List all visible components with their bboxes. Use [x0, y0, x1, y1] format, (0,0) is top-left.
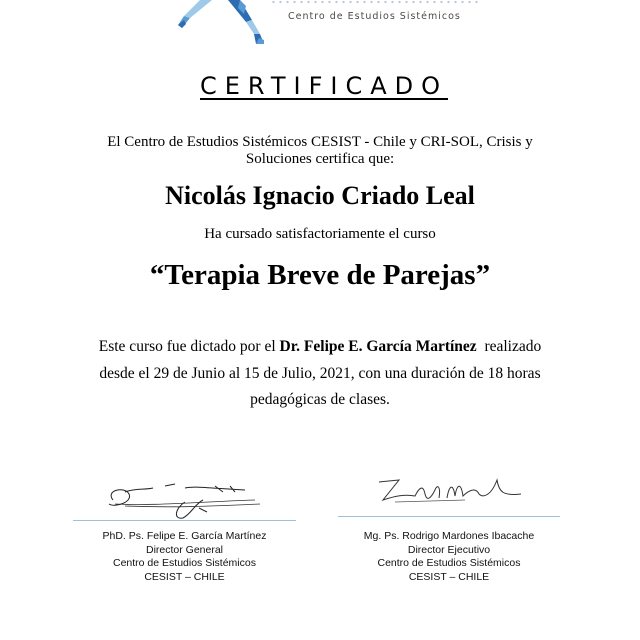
- organization-logo: [160, 0, 490, 48]
- certificate-title: CERTIFICADO: [199, 72, 449, 100]
- signature-image-2: [375, 474, 535, 510]
- signature-line-1: [73, 520, 296, 521]
- cesist-geometric-logo-icon: [160, 0, 280, 48]
- signatory-organization: Centro de Estudios Sistémicos: [113, 557, 256, 569]
- signatory-location: CESIST – CHILE: [144, 570, 225, 583]
- course-details: Este curso fue dictado por el Dr. Felipe E. García Martínez realizado desde el 29 de Junio al 15 de Julio, 2021, con una duración de 18 horas pedagógicas de clases.: [98, 338, 546, 408]
- signature-image-1: [95, 478, 275, 523]
- logo-dotted-rule: [270, 0, 480, 4]
- signatory-1: [73, 530, 296, 584]
- certificate-intro: El Centro de Estudios Sistémicos CESIST - Chile y CRI-SOL, Crisis y Soluciones certifica que:: [107, 134, 533, 167]
- logo-text: Centro de Estudios Sistémicos: [288, 11, 461, 22]
- signatory-location: CESIST – CHILE: [408, 570, 490, 583]
- recipient-name: Nicolás Ignacio Criado Leal: [165, 181, 475, 210]
- instructor-name: Dr. Felipe E. García Martínez: [279, 338, 477, 355]
- signatory-name: Mg. Ps. Rodrigo Mardones Ibacache: [363, 530, 535, 542]
- signatory-role: Director General: [145, 543, 224, 556]
- signature-line-2: [338, 516, 560, 517]
- course-name: “Terapia Breve de Parejas”: [149, 259, 491, 291]
- signatory-role: Director Ejecutivo: [407, 543, 491, 556]
- signatory-organization: Centro de Estudios Sistémicos: [377, 557, 521, 569]
- signatory-2: [338, 530, 560, 584]
- signatory-name: PhD. Ps. Felipe E. García Martínez: [102, 530, 267, 542]
- completed-text: Ha cursado satisfactoriamente el curso: [204, 226, 436, 242]
